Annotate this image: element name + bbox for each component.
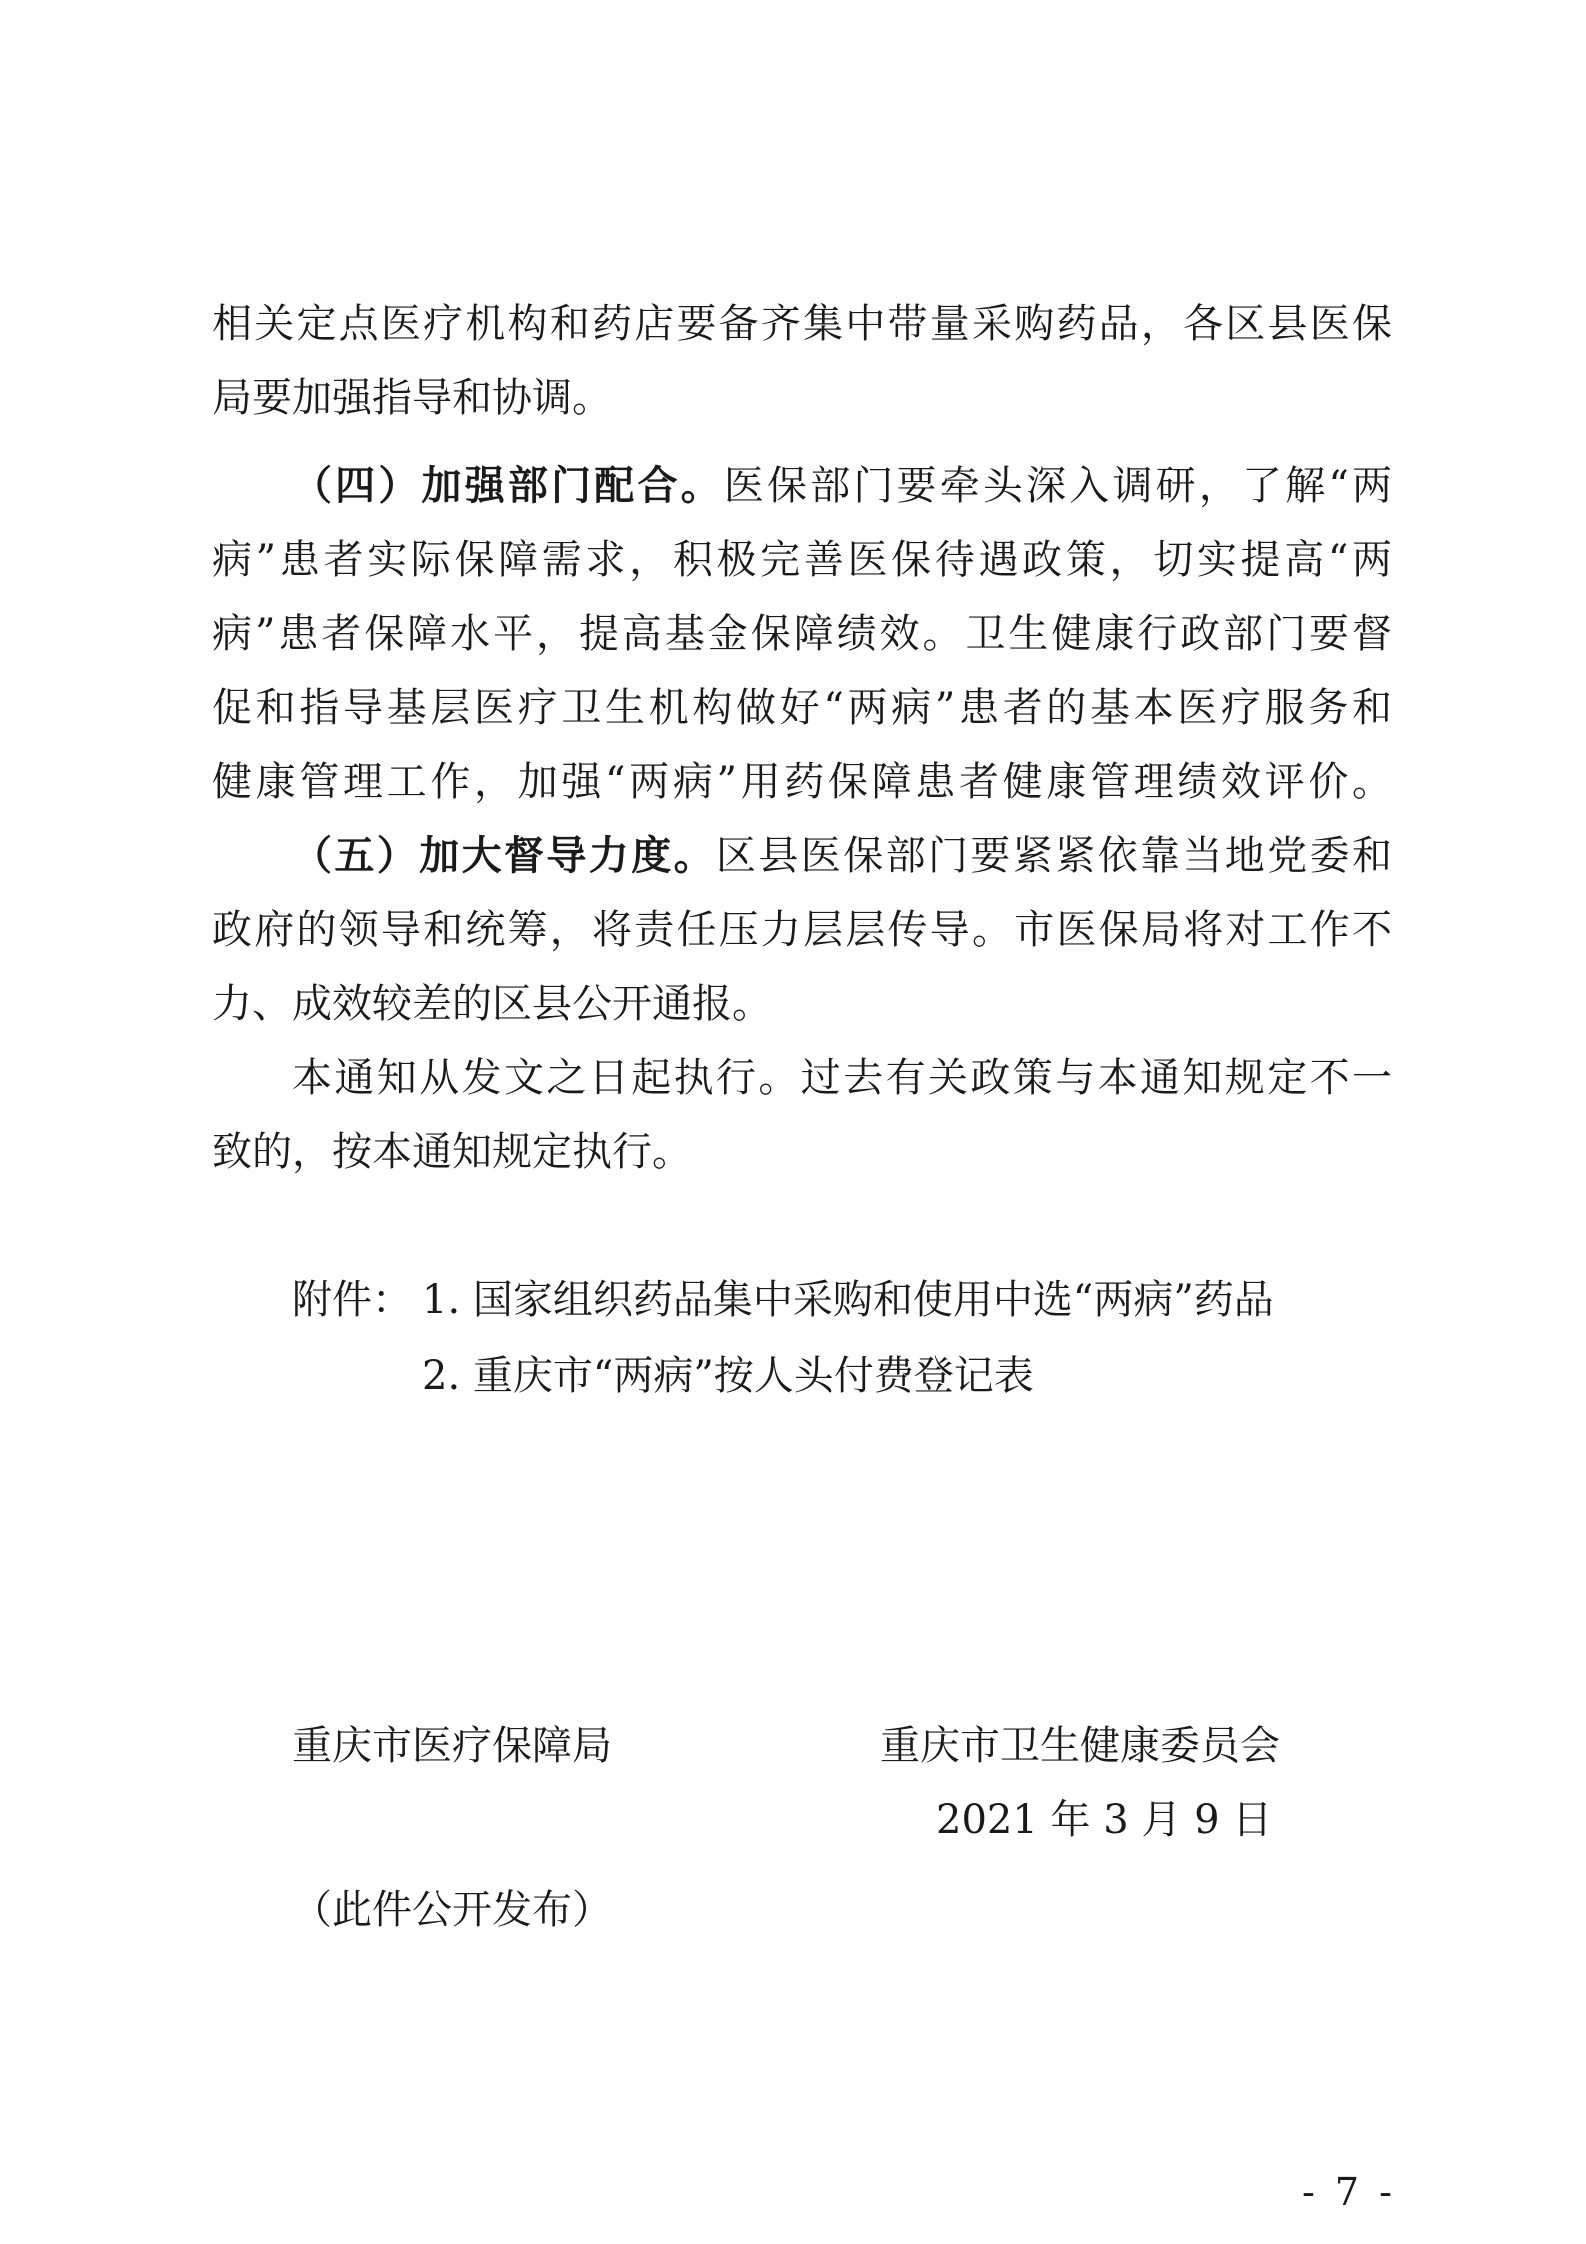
paragraph-line: 病”患者实际保障需求，积极完善医保待遇政策，切实提高“两 [212,537,1392,583]
paragraph-line: 致的，按本通知规定执行。 [212,1129,692,1175]
paragraph-line: 本通知从发文之日起执行。过去有关政策与本通知规定不一 [292,1055,1392,1101]
paragraph-line: 促和指导基层医疗卫生机构做好“两病”患者的基本医疗服务和 [212,685,1392,731]
page-number: - 7 - [1301,2170,1396,2214]
section-5-heading: （五）加大督导力度。 [292,833,716,879]
section-5-text: 区县医保部门要紧紧依靠当地党委和 [716,833,1392,879]
attachments-label: 附件： [292,1277,412,1323]
section-4-heading: （四）加强部门配合。 [292,463,724,509]
paragraph-line: 力、成效较差的区县公开通报。 [212,981,772,1027]
attachment-item: 1. 国家组织药品集中采购和使用中选“两病”药品 [422,1277,1274,1323]
paragraph-line: 健康管理工作，加强“两病”用药保障患者健康管理绩效评价。 [212,759,1392,805]
attachment-item: 2. 重庆市“两病”按人头付费登记表 [422,1353,1034,1399]
paragraph-line: 病”患者保障水平，提高基金保障绩效。卫生健康行政部门要督 [212,611,1392,657]
paragraph-line: 政府的领导和统筹，将责任压力层层传导。市医保局将对工作不 [212,907,1392,953]
issue-date: 2021 年 3 月 9 日 [936,1797,1273,1843]
section-4-first-line [292,460,1392,512]
section-4-text: 医保部门要牵头深入调研，了解“两 [723,463,1393,509]
issuer-right: 重庆市卫生健康委员会 [880,1723,1280,1769]
paragraph-line: 相关定点医疗机构和药店要备齐集中带量采购药品，各区县医保 [212,301,1392,347]
paragraph-line: 局要加强指导和协调。 [212,375,612,421]
section-5-first-line [292,830,1392,882]
issuer-left: 重庆市医疗保障局 [292,1723,612,1769]
disclosure-note: （此件公开发布） [292,1887,612,1933]
